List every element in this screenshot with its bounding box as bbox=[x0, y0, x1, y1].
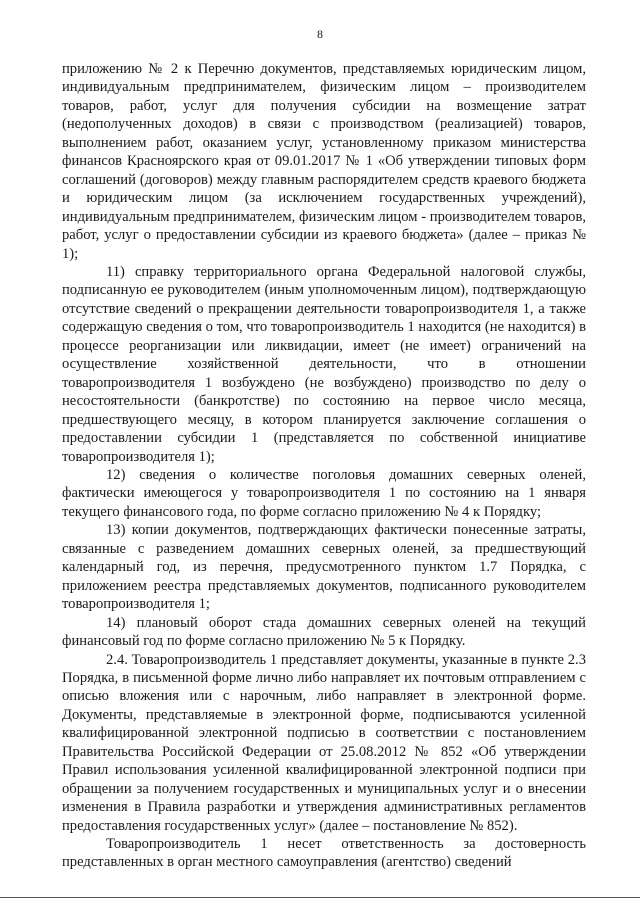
paragraph-item-13: 13) копии документов, подтверждающих фактически понесенные затраты, связанные с разведением домашних северных оленей, за предшествующий календарный год, из перечня, предусмотренного пунктом 1.7 Порядка, с приложением реестра представляемых документов, подписанного руководителем товаропроизводителя 1; bbox=[62, 522, 586, 613]
bottom-scan-rule bbox=[0, 897, 640, 898]
document-body bbox=[62, 60, 586, 872]
paragraph-responsibility: Товаропроизводитель 1 несет ответственность за достоверность представленных в орган местного самоуправления (агентство) сведений bbox=[62, 836, 586, 871]
paragraph-item-11: 11) справку территориального органа Федеральной налоговой службы, подписанную ее руководителем (иным уполномоченным лицом), подтверждающую отсутствие сведений о прекращении деятельности товаропроизводителя 1, а также содержащую сведения о том, что товаропроизводитель 1 находится (не находится) в процессе реорганизации или ликвидации, имеет (не имеет) ограничений на осуществление хозяйственной деятельности, что в отношении товаропроизводителя 1 возбуждено (не возбуждено) производство по делу о несостоятельности (банкротстве) по состоянию на первое число месяца, предшествующего месяцу, в котором планируется заключение соглашения о предоставлении субсидии 1 (представляется по собственной инициативе товаропроизводителя 1); bbox=[62, 263, 586, 465]
paragraph-section-2-4: 2.4. Товаропроизводитель 1 представляет документы, указанные в пункте 2.3 Порядка, в письменной форме лично либо направляет их почтовым отправлением с описью вложения или с нарочным, либо направляет в электронной форме. Документы, представляемые в электронной форме, подписываются усиленной квалифицированной электронной подписью в соответствии с постановлением Правительства Российской Федерации от 25.08.2012 № 852 «Об утверждении Правил использования усиленной квалифицированной электронной подписи при обращении за получением государственных и муниципальных услуг и о внесении изменения в Правила разработки и утверждения административных регламентов предоставления государственных услуг» (далее – постановление № 852). bbox=[62, 651, 586, 834]
paragraph-item-12: 12) сведения о количестве поголовья домашних северных оленей, фактически имеющегося у товаропроизводителя 1 по состоянию на 1 января текущего финансового года, по форме согласно приложению № 4 к Порядку; bbox=[62, 466, 586, 520]
paragraph-item-14: 14) плановый оборот стада домашних северных оленей на текущий финансовый год по форме согласно приложению № 5 к Порядку. bbox=[62, 614, 586, 650]
page-number: 8 bbox=[317, 27, 323, 41]
paragraph-continuation-prikaz-1: приложению № 2 к Перечню документов, представляемых юридическим лицом, индивидуальным предпринимателем, физическим лицом – производителем товаров, работ, услуг для получения субсидии на возмещение затрат (недополученных доходов) в связи с производством (реализацией) товаров, выполнением работ, оказанием услуг, установленному приказом министерства финансов Красноярского края от 09.01.2017 № 1 «Об утверждении типовых форм соглашений (договоров) между главным распорядителем средств краевого бюджета и юридическим лицом (за исключением государственных учреждений), индивидуальным предпринимателем, физическим лицом - производителем товаров, работ, услуг о предоставлении субсидии из краевого бюджета» (далее – приказ № 1); bbox=[62, 61, 586, 262]
